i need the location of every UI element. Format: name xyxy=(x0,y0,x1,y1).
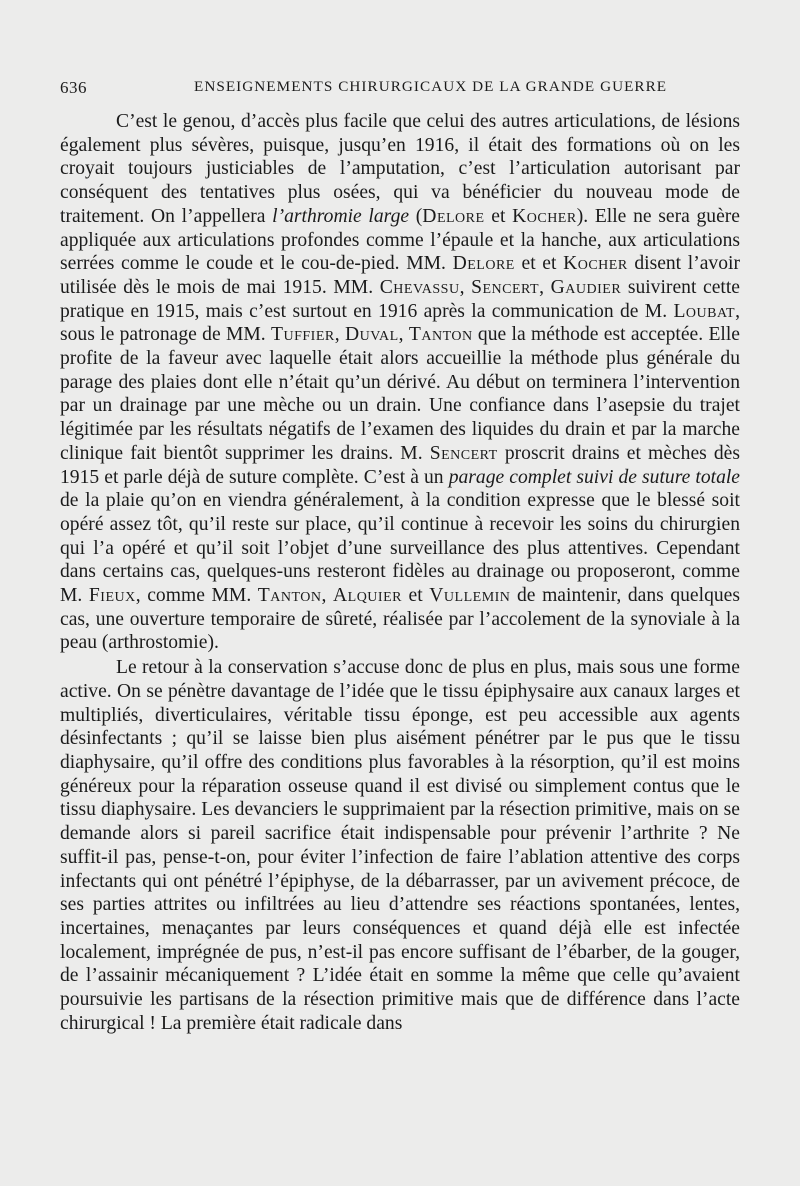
text-run: , xyxy=(334,324,345,346)
text-run: et xyxy=(484,205,513,227)
text-run: , xyxy=(321,585,333,607)
author-name: Gaudier xyxy=(550,276,622,298)
text-run: de la plaie qu’on en viendra généralement, à la condition expresse que le blessé soit opéré assez tôt, qu’il reste sur place, qu’il continue à recevoir les soins du chirurgien qui l’a opéré et qu’il soit l’objet d’une surveillance des plus attentives. Cependant dans certains cas, quelques-uns resteront fidèles au drainage ou proposeront, comme M. xyxy=(60,490,740,607)
author-name: Tuffier xyxy=(271,324,335,346)
author-name: Delore xyxy=(452,253,515,275)
italic-text: l’arthromie large xyxy=(272,205,410,227)
text-run: de maintenir, dans quelques cas, une ouverture temporaire de sûreté, réalisée par l’accolement de la synoviale à la peau (arthrostomie). xyxy=(60,585,740,654)
body-text xyxy=(60,110,740,1035)
text-run: disent l’avoir utilisée dès le mois de mai 1915. MM. xyxy=(60,253,740,298)
author-name: Fieux xyxy=(88,585,136,607)
text-run: et et xyxy=(514,253,564,275)
text-run: et xyxy=(401,585,430,607)
author-name: Tanton xyxy=(257,585,322,607)
text-run: ( xyxy=(409,205,423,227)
text-run: , xyxy=(459,276,472,298)
running-title: ENSEIGNEMENTS CHIRURGICAUX DE LA GRANDE GUERRE xyxy=(194,78,668,95)
text-run: C’est le genou, d’accès plus facile que celui des autres articulations, de lésions également plus sévères, puisque, jusqu’en 1916, il était des formations où on les croyait toujours justiciables de l’amputation, c’est l’articulation autorisant par conséquent des tentatives plus osées, qui va bénéficier du nouveau mode de traitement. On l’appellera xyxy=(60,111,740,227)
author-name: Tanton xyxy=(408,324,473,346)
author-name: Alquier xyxy=(333,585,402,607)
text-run: suivirent cette pratique en 1915, mais c’est surtout en 1916 après la communication de M. xyxy=(60,276,740,322)
author-name: Vullemin xyxy=(429,585,511,607)
text-run: , xyxy=(539,276,551,298)
author-name: Sencert xyxy=(429,442,498,464)
text-run: , comme MM. xyxy=(135,585,258,607)
text-run: proscrit drains et mèches dès 1915 et parle déjà de suture complète. C’est à un xyxy=(60,442,741,488)
page-number: 636 xyxy=(60,78,87,97)
italic-text: parage complet suivi de suture totale xyxy=(448,466,741,488)
text-run: que la méthode est acceptée. Elle profite de la faveur avec laquelle était alors accueillie la méthode plus générale du parage des plaies dont elle n’était qu’un dérivé. Au début on terminera l’intervention par un drainage par une mèche ou un drain. Une confiance dans l’asepsie du trajet légitimée par les résultats négatifs de l’examen des liquides du drain et par la marche clinique fait bientôt supprimer les drains. M. xyxy=(60,324,741,464)
author-name: Kocher xyxy=(512,205,577,227)
text-run: ). Elle ne sera guère appliquée aux articulations profondes comme l’épaule et la hanche, aux articulations serrées comme le coude et le cou-de-pied. MM. xyxy=(60,205,740,275)
page-header xyxy=(60,74,740,98)
author-name: Kocher xyxy=(563,253,628,275)
text-run: , xyxy=(398,324,409,346)
author-name: Duval xyxy=(344,324,399,346)
text-run: , sous le patronage de MM. xyxy=(60,300,740,346)
author-name: Loubat xyxy=(673,300,736,322)
author-name: Delore xyxy=(422,205,485,227)
author-name: Chevassu xyxy=(379,276,460,298)
text-run: Le retour à la conservation s’accuse donc de plus en plus, mais sous une forme active. On se pénètre davantage de l’idée que le tissu épiphysaire aux canaux larges et multipliés, diverticulaires, véritable tissu éponge, est peu accessible aux agents désinfectants ; qu’il se laisse bien plus aisément pénétrer par le pus que le tissu diaphysaire, qu’il offre des conditions plus favorables à la résorption, qu’il est moins généreux pour la réparation osseuse quand il est divisé ou simplement contus que le tissu diaphysaire. Les devanciers le supprimaient par la résection primitive, mais on se demande alors si pareil sacrifice était indispensable pour prévenir l’arthrite ? Ne suffit-il pas, pense-t-on, pour éviter l’infection de faire l’ablation attentive des corps infectants qui ont pénétré l’épiphyse, de la débarrasser, par un avivement précoce, de ses parties attrites ou infiltrées au lieu d’attendre ses réactions spontanées, lentes, incertaines, menaçantes par leurs conséquences et quand déjà elle est infectée localement, imprégnée de pus, n’est-il pas encore suffisant de l’ébarber, de la gouger, de l’assainir mécaniquement ? L’idée était en somme la même que celle qu’avaient poursuivie les partisans de la résection primitive mais que de différence dans l’acte chirurgical ! La première était radicale dans xyxy=(60,657,740,1034)
paragraph-2 xyxy=(60,656,740,1035)
paragraph-1 xyxy=(60,110,740,655)
author-name: Sencert xyxy=(471,276,540,298)
